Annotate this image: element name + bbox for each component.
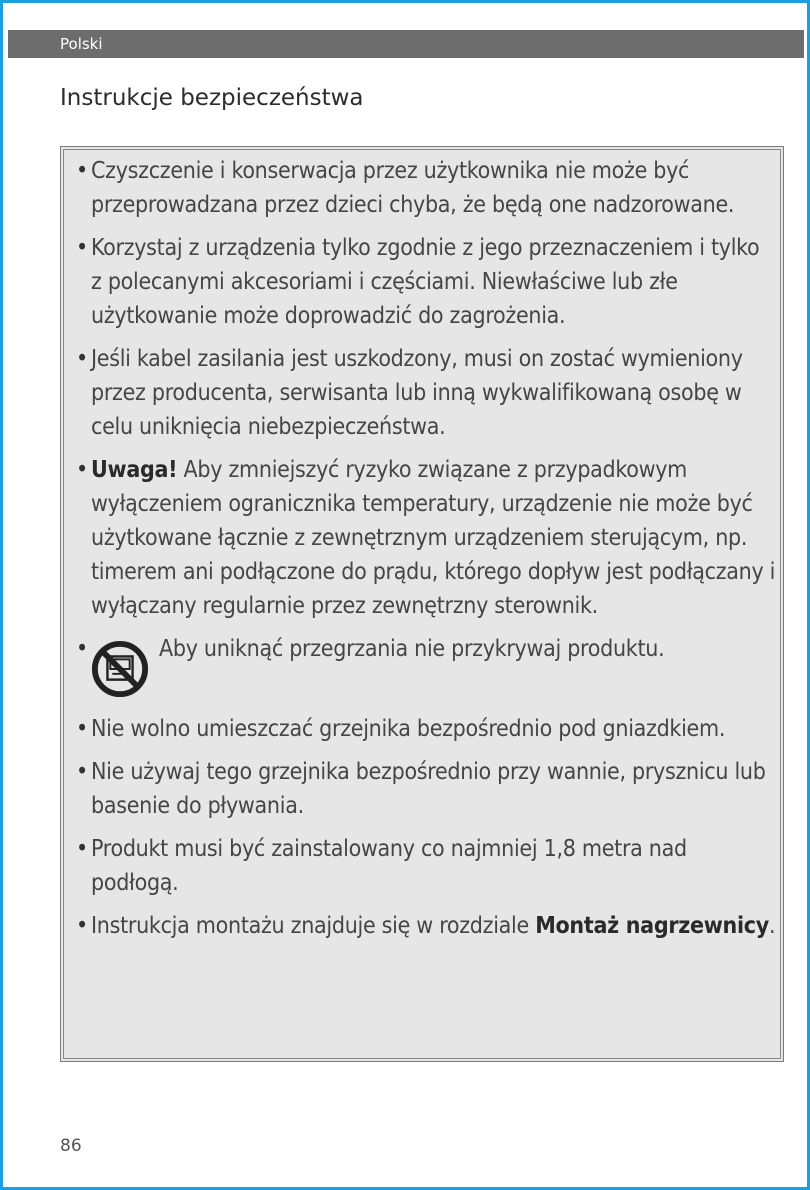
language-header-bar	[8, 30, 804, 58]
list-item: • Instrukcja montażu znajduje się w rozdziale Montaż nagrzewnicy.	[76, 913, 776, 939]
page-number: 86	[60, 1136, 82, 1156]
list-item: • Korzystaj z urządzenia tylko zgodnie z jego przeznaczeniem i tylko z polecanymi akcesoriami i częściami. Niewłaściwe lub złe użytkowanie może doprowadzić do zagrożenia.	[76, 235, 760, 329]
list-item: • Nie wolno umieszczać grzejnika bezpośrednio pod gniazdkiem.	[76, 716, 726, 742]
list-item: • Jeśli kabel zasilania jest uszkodzony, musi on zostać wymieniony przez producenta, serwisanta lub inną wykwalifikowaną osobę w celu uniknięcia niebezpieczeństwa.	[76, 346, 743, 440]
do-not-cover-icon	[91, 640, 149, 698]
section-title: Instrukcje bezpieczeństwa	[60, 85, 364, 111]
list-item: • Aby uniknąć przegrzania nie przykrywaj produktu.	[76, 632, 776, 703]
safety-instructions-box	[60, 146, 784, 1062]
list-item: • Nie używaj tego grzejnika bezpośrednio przy wannie, prysznicu lub basenie do pływania.	[76, 759, 766, 819]
warning-label: Uwaga!	[91, 457, 178, 483]
safety-list	[76, 154, 776, 952]
language-label: Polski	[60, 35, 103, 53]
list-item: • Czyszczenie i konserwacja przez użytkownika nie może być przeprowadzana przez dzieci chyba, że będą one nadzorowane.	[76, 158, 735, 218]
list-item: • Uwaga! Aby zmniejszyć ryzyko związane z przypadkowym wyłączeniem ogranicznika temperatury, urządzenie nie może być użytkowane łącznie z zewnętrznym urządzeniem sterującym, np. timerem ani podłączone do prądu, którego dopływ jest podłączany i wyłączany regularnie przez zewnętrzny sterownik.	[76, 457, 776, 619]
list-item: • Produkt musi być zainstalowany co najmniej 1,8 metra nad podłogą.	[76, 836, 687, 896]
chapter-reference: Montaż nagrzewnicy	[535, 913, 769, 939]
